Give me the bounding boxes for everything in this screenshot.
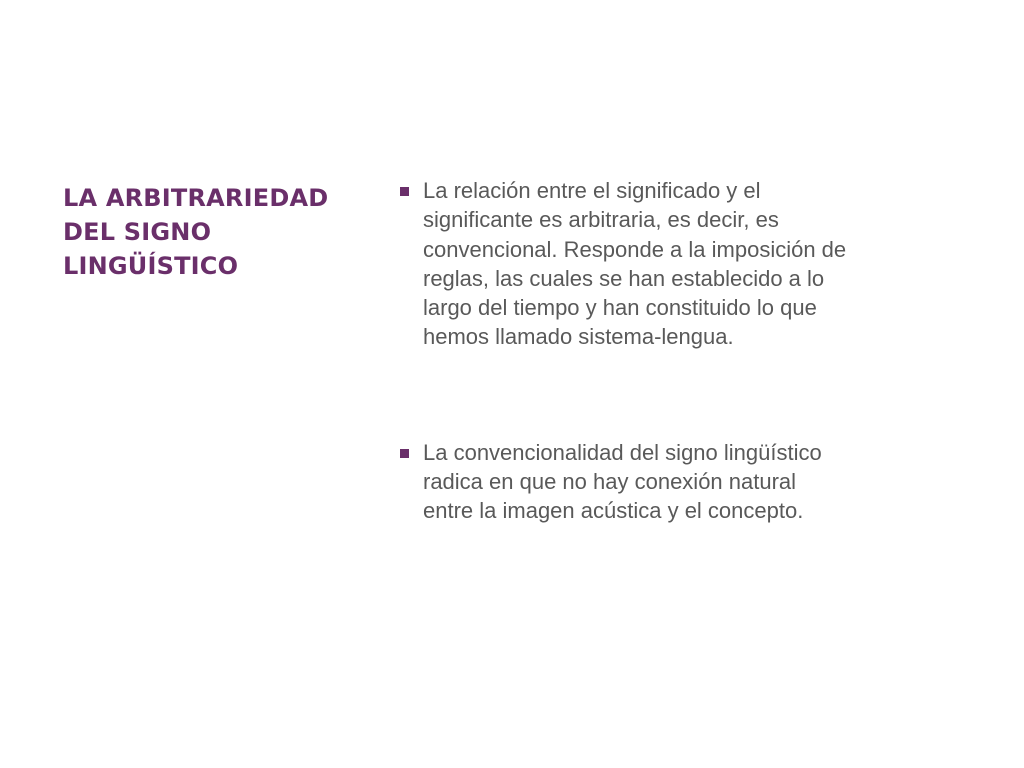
square-bullet-icon bbox=[400, 449, 409, 458]
slide-title: LA ARBITRARIEDAD DEL SIGNO LINGÜÍSTICO bbox=[63, 184, 329, 280]
bullet-text: La relación entre el significado y el significante es arbitraria, es decir, es convencional. Responde a la imposición de reglas, las cuales se han establecido a lo largo del tiempo y han constituido lo que hemos llamado sistema-lengua. bbox=[423, 178, 847, 350]
bullet-item bbox=[398, 176, 848, 352]
square-bullet-icon bbox=[400, 187, 409, 196]
bullet-item bbox=[398, 438, 848, 526]
bullet-list bbox=[398, 176, 848, 526]
bullet-text: La convencionalidad del signo lingüístico radica en que no hay conexión natural entre la imagen acústica y el concepto. bbox=[423, 439, 822, 524]
